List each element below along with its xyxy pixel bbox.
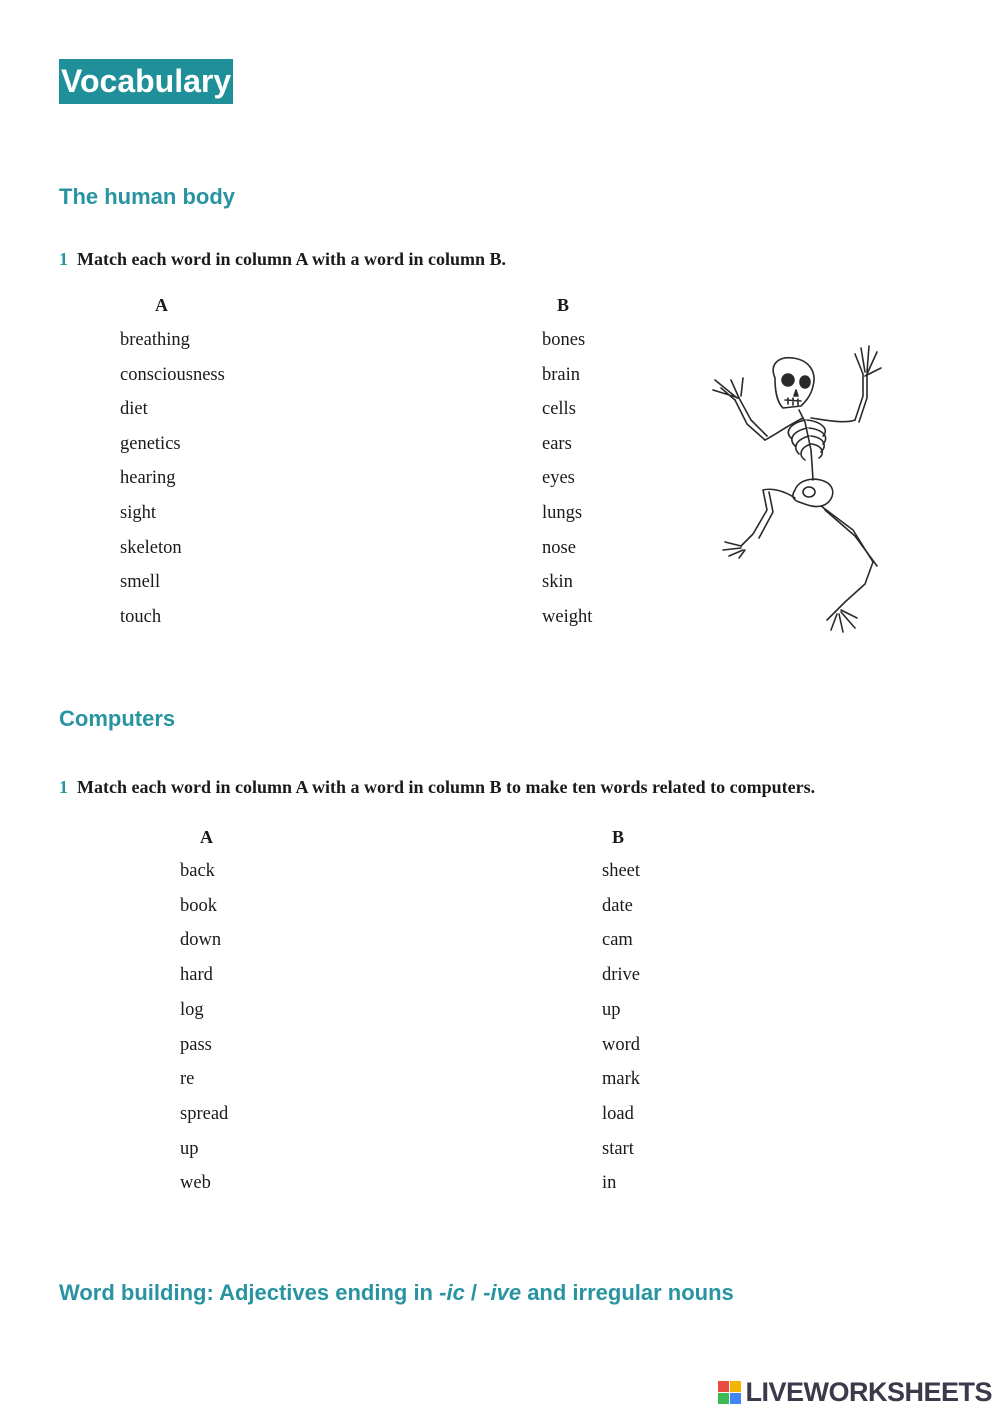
logo-square [718, 1381, 729, 1392]
word-item: date [602, 895, 633, 916]
instruction-text: Match each word in column A with a word in column B to make ten words related to computers. [77, 777, 816, 797]
word-item: in [602, 1173, 617, 1194]
suffix-ic: -ic [439, 1280, 465, 1305]
instruction-number: 1 [59, 777, 68, 797]
word-item: re [180, 1069, 195, 1090]
skeleton-illustration [695, 340, 895, 645]
column-a-header: A [200, 827, 213, 847]
word-item: diet [120, 399, 148, 420]
logo-icon [718, 1381, 741, 1404]
instruction-human-body [59, 249, 506, 270]
word-item: weight [542, 606, 593, 627]
heading-prefix: Word building: Adjectives ending in [59, 1280, 440, 1305]
word-item: bones [542, 330, 586, 350]
suffix-ive: -ive [483, 1280, 522, 1305]
instruction-text: Match each word in column A with a word in column B. [77, 249, 507, 269]
word-item: up [180, 1138, 199, 1159]
logo-square [718, 1393, 729, 1404]
column-b-header: B [557, 295, 570, 315]
logo-text: LIVEWORKSHEETS [745, 1377, 992, 1407]
word-item: down [180, 930, 222, 951]
word-item: ears [542, 433, 572, 454]
heading-separator: / [464, 1280, 484, 1305]
word-item: hearing [120, 468, 176, 489]
word-item: drive [602, 965, 641, 986]
logo-square [730, 1393, 741, 1404]
word-item: word [602, 1034, 641, 1055]
word-item: up [602, 999, 621, 1020]
word-item: book [180, 895, 217, 916]
liveworksheets-logo[interactable] [718, 1377, 992, 1408]
page-title: Vocabulary [59, 59, 233, 104]
word-item: hard [180, 965, 213, 986]
word-item: skeleton [120, 537, 182, 558]
instruction-computers [59, 777, 815, 798]
word-item: mark [602, 1069, 641, 1090]
word-item: load [602, 1103, 634, 1124]
word-item: web [180, 1173, 211, 1194]
word-item: skin [542, 572, 573, 593]
section-heading-human-body: The human body [59, 184, 235, 209]
word-item: cam [602, 930, 633, 951]
word-item: start [602, 1138, 634, 1159]
word-item: spread [180, 1103, 229, 1124]
section-heading-word-building [59, 1280, 734, 1306]
word-item: consciousness [120, 364, 225, 385]
column-b-header: B [612, 827, 625, 847]
column-a-header: A [155, 295, 168, 315]
word-item: sight [120, 503, 156, 523]
word-item: nose [542, 537, 576, 558]
word-item: pass [180, 1034, 212, 1055]
word-item: back [180, 861, 215, 881]
word-item: touch [120, 606, 162, 627]
logo-square [730, 1381, 741, 1392]
heading-suffix: and irregular nouns [521, 1280, 734, 1305]
word-item: breathing [120, 330, 190, 350]
word-item: brain [542, 364, 581, 385]
word-item: log [180, 999, 204, 1020]
word-item: cells [542, 399, 576, 420]
instruction-number: 1 [59, 249, 68, 269]
section-heading-computers: Computers [59, 706, 176, 731]
word-item: genetics [120, 433, 181, 454]
word-item: sheet [602, 861, 641, 881]
word-item: lungs [542, 503, 583, 523]
word-item: eyes [542, 468, 575, 489]
word-item: smell [120, 572, 161, 593]
